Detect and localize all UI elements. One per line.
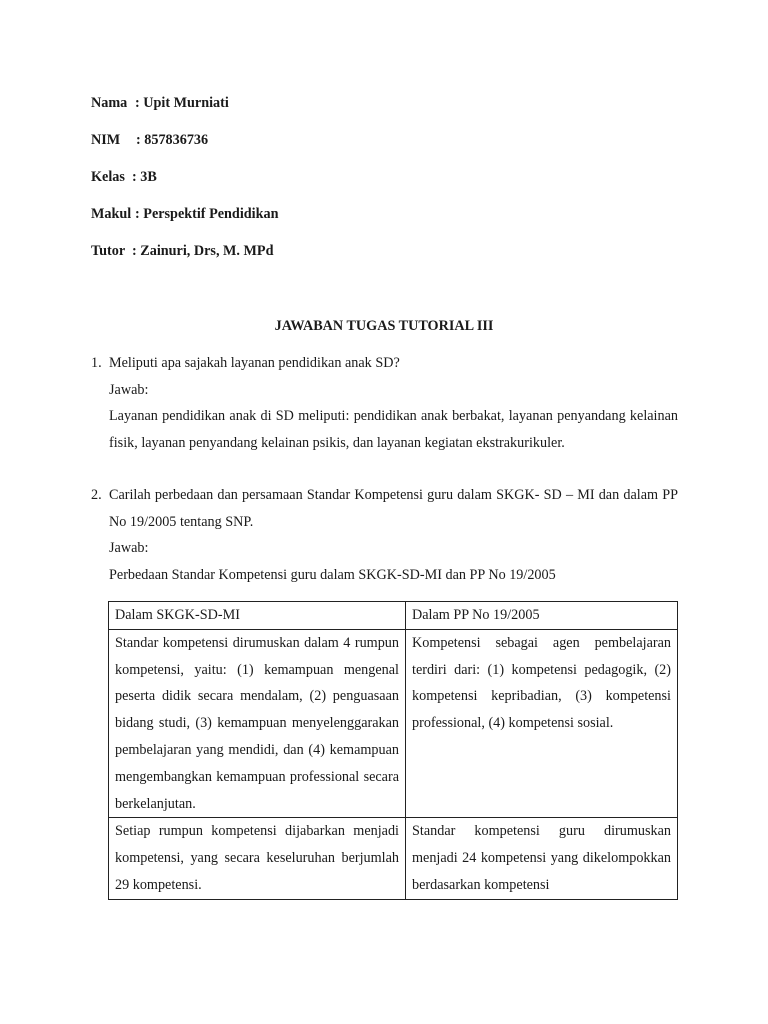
question-text: Carilah perbedaan dan persamaan Standar Kompetensi guru dalam SKGK- SD – MI dan dalam PP No 19/2005 tentang SNP. bbox=[109, 487, 678, 530]
identity-value: : Upit Murniati bbox=[135, 95, 229, 111]
identity-label: Kelas bbox=[91, 169, 125, 185]
table-cell: Standar kompetensi dirumuskan dalam 4 rumpun kompetensi, yaitu: (1) kemampuan mengenal peserta didik secara mendalam, (2) penguasaan bidang studi, (3) kemampuan menyelenggarakan pembelajaran yang mendidi, dan (4) kemampuan mengembangkan kemampuan professional secara berkelanjutan. bbox=[109, 629, 406, 818]
question-item bbox=[91, 482, 678, 588]
identity-label: Makul bbox=[91, 206, 132, 222]
table-row bbox=[109, 629, 678, 818]
answer-label: Jawab: bbox=[109, 540, 149, 557]
table-header-cell: Dalam SKGK-SD-MI bbox=[109, 602, 406, 630]
answer-label: Jawab: bbox=[109, 381, 149, 398]
table-cell: Kompetensi sebagai agen pembelajaran terdiri dari: (1) kompetensi pedagogik, (2) kompetensi kepribadian, (3) kompetensi professional, (4) kompetensi sosial. bbox=[406, 629, 678, 818]
table-header-row bbox=[109, 602, 678, 630]
question-number: 2. bbox=[91, 487, 102, 503]
identity-row-tutor bbox=[91, 240, 278, 277]
table-cell: Standar kompetensi guru dirumuskan menjadi 24 kompetensi yang dikelompokkan berdasarkan kompetensi bbox=[406, 818, 678, 899]
identity-value: : 857836736 bbox=[136, 132, 209, 148]
identity-label: Nama bbox=[91, 95, 128, 111]
document-title: JAWABAN TUGAS TUTORIAL III bbox=[274, 318, 494, 334]
identity-row-nim bbox=[91, 129, 278, 166]
answer-text: Perbedaan Standar Kompetensi guru dalam SKGK-SD-MI dan PP No 19/2005 bbox=[109, 566, 556, 583]
identity-label: NIM bbox=[91, 132, 121, 148]
identity-value: : Zainuri, Drs, M. MPd bbox=[132, 243, 274, 259]
identity-row-makul bbox=[91, 203, 278, 240]
identity-value: : Perspektif Pendidikan bbox=[135, 206, 279, 222]
question-item bbox=[91, 350, 678, 456]
comparison-table bbox=[108, 601, 678, 900]
question-text: Meliputi apa sajakah layanan pendidikan anak SD? bbox=[109, 355, 400, 371]
table-cell: Setiap rumpun kompetensi dijabarkan menjadi kompetensi, yang secara keseluruhan berjumlah 29 kompetensi. bbox=[109, 818, 406, 899]
question-number: 1. bbox=[91, 355, 102, 371]
identity-value: : 3B bbox=[132, 169, 157, 185]
table-header-cell: Dalam PP No 19/2005 bbox=[406, 602, 678, 630]
table-row bbox=[109, 818, 678, 899]
answer-text: Layanan pendidikan anak di SD meliputi: pendidikan anak berbakat, layanan penyandang kelainan fisik, layanan penyandang kelainan psikis, dan layanan kegiatan ekstrakurikuler. bbox=[109, 408, 678, 451]
identity-row-nama bbox=[91, 92, 278, 129]
identity-label: Tutor bbox=[91, 243, 126, 259]
student-identity bbox=[91, 92, 278, 277]
identity-row-kelas bbox=[91, 166, 278, 203]
